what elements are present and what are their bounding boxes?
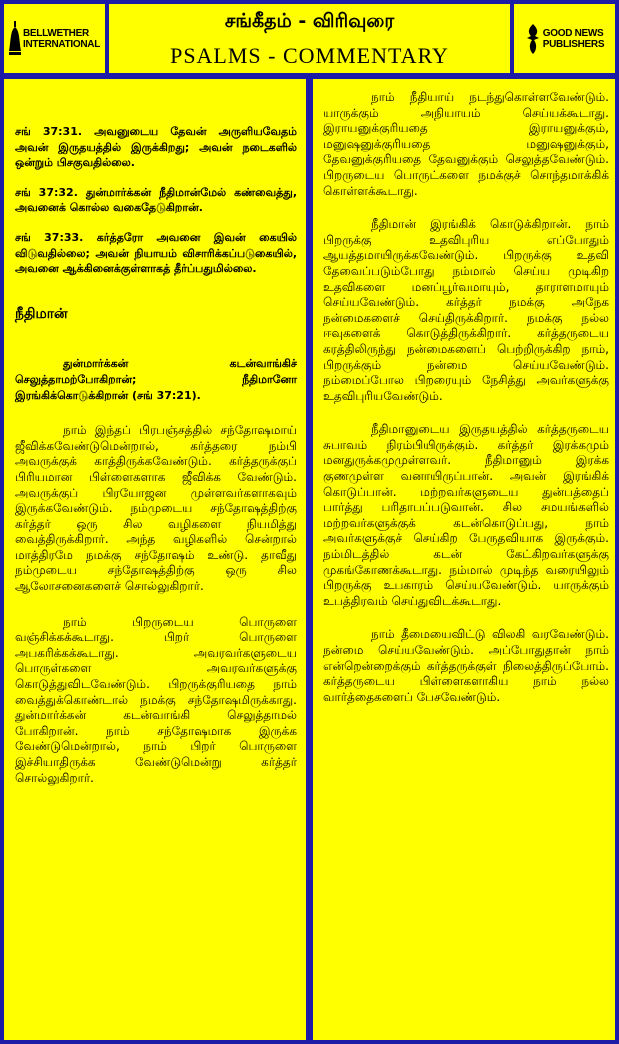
paragraph: நாம் நீதியாய் நடந்துகொள்ளவேண்டும். யாருக்கும் அநியாயம் செய்யக்கூடாது. இராயனுக்குரியதை இராயனுக்கும், மனுஷனுக்குரியதை மனுஷனுக்கும், தேவனுக்குரியதை தேவனுக்கும் செலுத்தவேண்டும். பிறருடைய பொருட்களை நமக்குச் சொந்தமாக்கிக் கொள்ளக்கூடாது. [323,90,609,198]
key-verse-quote: துன்மார்க்கன் கடன்வாங்கிச் செலுத்தாமற்போகிறான்; நீதிமானோ இரங்கிக்கொடுக்கிறான் (சங் 37:21). [15,357,297,402]
logo-left-line2: INTERNATIONAL [22,38,101,50]
logo-right-box [514,4,615,73]
verse-37-31: சங் 37:31. அவனுடைய தேவன் அருளியவேதம் அவன் இருதயத்தில் இருக்கிறது; அவன் நடைகளில் ஒன்றும் பிசகுவதில்லை. [15,125,297,170]
logo-right-line2: PUBLISHERS [542,38,605,50]
verse-37-32: சங் 37:32. துன்மார்க்கன் நீதிமான்மேல் கண்வைத்து, அவனைக் கொல்ல வகைதேடுகிறான். [15,185,297,215]
paragraph: நாம் தீமையைவிட்டு விலகி வரவேண்டும். நன்மை செய்யவேண்டும். அப்போதுதான் நாம் என்றென்றைக்கும் கர்த்தருக்குள் நிலைத்திருப்போம். கர்த்தருடைய பிள்ளைகளாகிய நாம் நல்ல வார்த்தைகளைப் பேசவேண்டும். [323,627,609,704]
logo-right-line1: GOOD NEWS [542,27,604,39]
paragraph: நீதிமான் இரங்கிக் கொடுக்கிறான். நாம் பிறருக்கு உதவிபுரிய எப்போதும் ஆயத்தமாயிருக்கவேண்டும். பிறருக்கு உதவி தேவைப்படும்போது நம்மால் செய்ய முடிகிற உதவிகளை மனப்பூர்வமாயும், தாராளமாயும் செய்யவேண்டும். கர்த்தர் நமக்கு அநேக நன்மைகளைச் செய்திருக்கிறார். நமக்கு நல்ல ஈவுகளைக் கொடுத்திருக்கிறார். கர்த்தருடைய கரத்திலிருந்து நன்மைகளைப் பெற்றிருக்கிற நாம், பிறருக்கும் நன்மை செய்யவேண்டும். நம்மைப்போல பிறரையும் நேசித்து அவர்களுக்கு உதவிபுரியவேண்டும். [323,217,609,403]
paragraph: நாம் இந்தப் பிரபஞ்சத்தில் சந்தோஷமாய் ஜீவிக்கவேண்டுமென்றால், கர்த்தரை நம்பி அவருக்குக் காத்திருக்கவேண்டும். கர்த்தருக்குப் பிரியமான பிள்ளைகளாக ஜீவிக்க வேண்டும். அவருக்குப் பிரயோஜன முள்ளவர்களாகவும் இருக்கவேண்டும். நம்முடைய சந்தோஷத்திற்கு கர்த்தர் ஒரு சில வழிகளை நியமித்து வைத்திருக்கிறார். அந்த வழிகளில் சென்றால் மாத்திரமே நமக்கு சந்தோஷம் உண்டு. தாவீது நம்முடைய சந்தோஷத்திற்கு ஒரு சில ஆலோசனைகளைச் சொல்லுகிறார். [15,423,297,594]
bellwether-logo [9,21,100,57]
good-news-logo [525,22,604,56]
verse-37-33: சங் 37:33. கர்த்தரோ அவனை இவன் கையில் விடுவதில்லை; அவன் நியாயம் விசாரிக்கப்படுகையில், அவனை ஆக்கினைக்குள்ளாகத் தீர்ப்பதுமில்லை. [15,230,297,276]
left-column [4,79,306,1040]
title-box [109,4,510,73]
logo-left-box [4,4,105,73]
title-tamil: சங்கீதம் - விரிவுரை [224,10,395,32]
bird-icon [525,22,541,56]
bell-icon [9,21,21,57]
right-column [313,79,615,1040]
section-heading: நீதிமான் [15,305,68,322]
paragraph: நாம் பிறருடைய பொருளை வஞ்சிக்கக்கூடாது. பிறர் பொருளை அபகரிக்கக்கூடாது. அவரவர்களுடைய பொருள்களை அவரவர்களுக்கு கொடுத்துவிடவேண்டும். பிறருக்குரியதை நாம் வைத்துக்கொண்டால் நமக்கு சந்தோஷமிருக்காது. துன்மார்க்கன் கடன்வாங்கி செலுத்தாமல் போகிறான். நாம் சந்தோஷமாக இருக்க வேண்டுமென்றால், நாம் பிறர் பொருளை இச்சியாதிருக்க வேண்டுமென்று கர்த்தர் சொல்லுகிறார். [15,614,297,785]
paragraph: நீதிமானுடைய இருதயத்தில் கர்த்தருடைய சுபாவம் நிரம்பியிருக்கும். கர்த்தர் இரக்கமும் மனதுருக்கமுமுள்ளவர். நீதிமானும் இரக்க குணமுள்ள வனாயிருப்பான். அவன் இரங்கிக் கொடுப்பான். மற்றவர்களுடைய துன்பத்தைப் பார்த்து பரிதாபப்படுவான். சில சமயங்களில் மற்றவர்களுக்குக் கடன்கொடுப்பது, நாம் அவர்களுக்குச் செய்கிற பேருதவியாக இருக்கும். நம்மிடத்தில் கடன் கேட்கிறவர்களுக்கு முகங்கோணக்கூடாது. நம்மால் முடிந்த வரையிலும் பிறருக்கு உபகாரம் செய்யவேண்டும். யாருக்கும் உபத்திரவம் செய்துவிடக்கூடாது. [323,422,609,608]
logo-left-line1: BELLWETHER [22,27,89,39]
title-english: PSALMS - COMMENTARY [170,43,449,68]
